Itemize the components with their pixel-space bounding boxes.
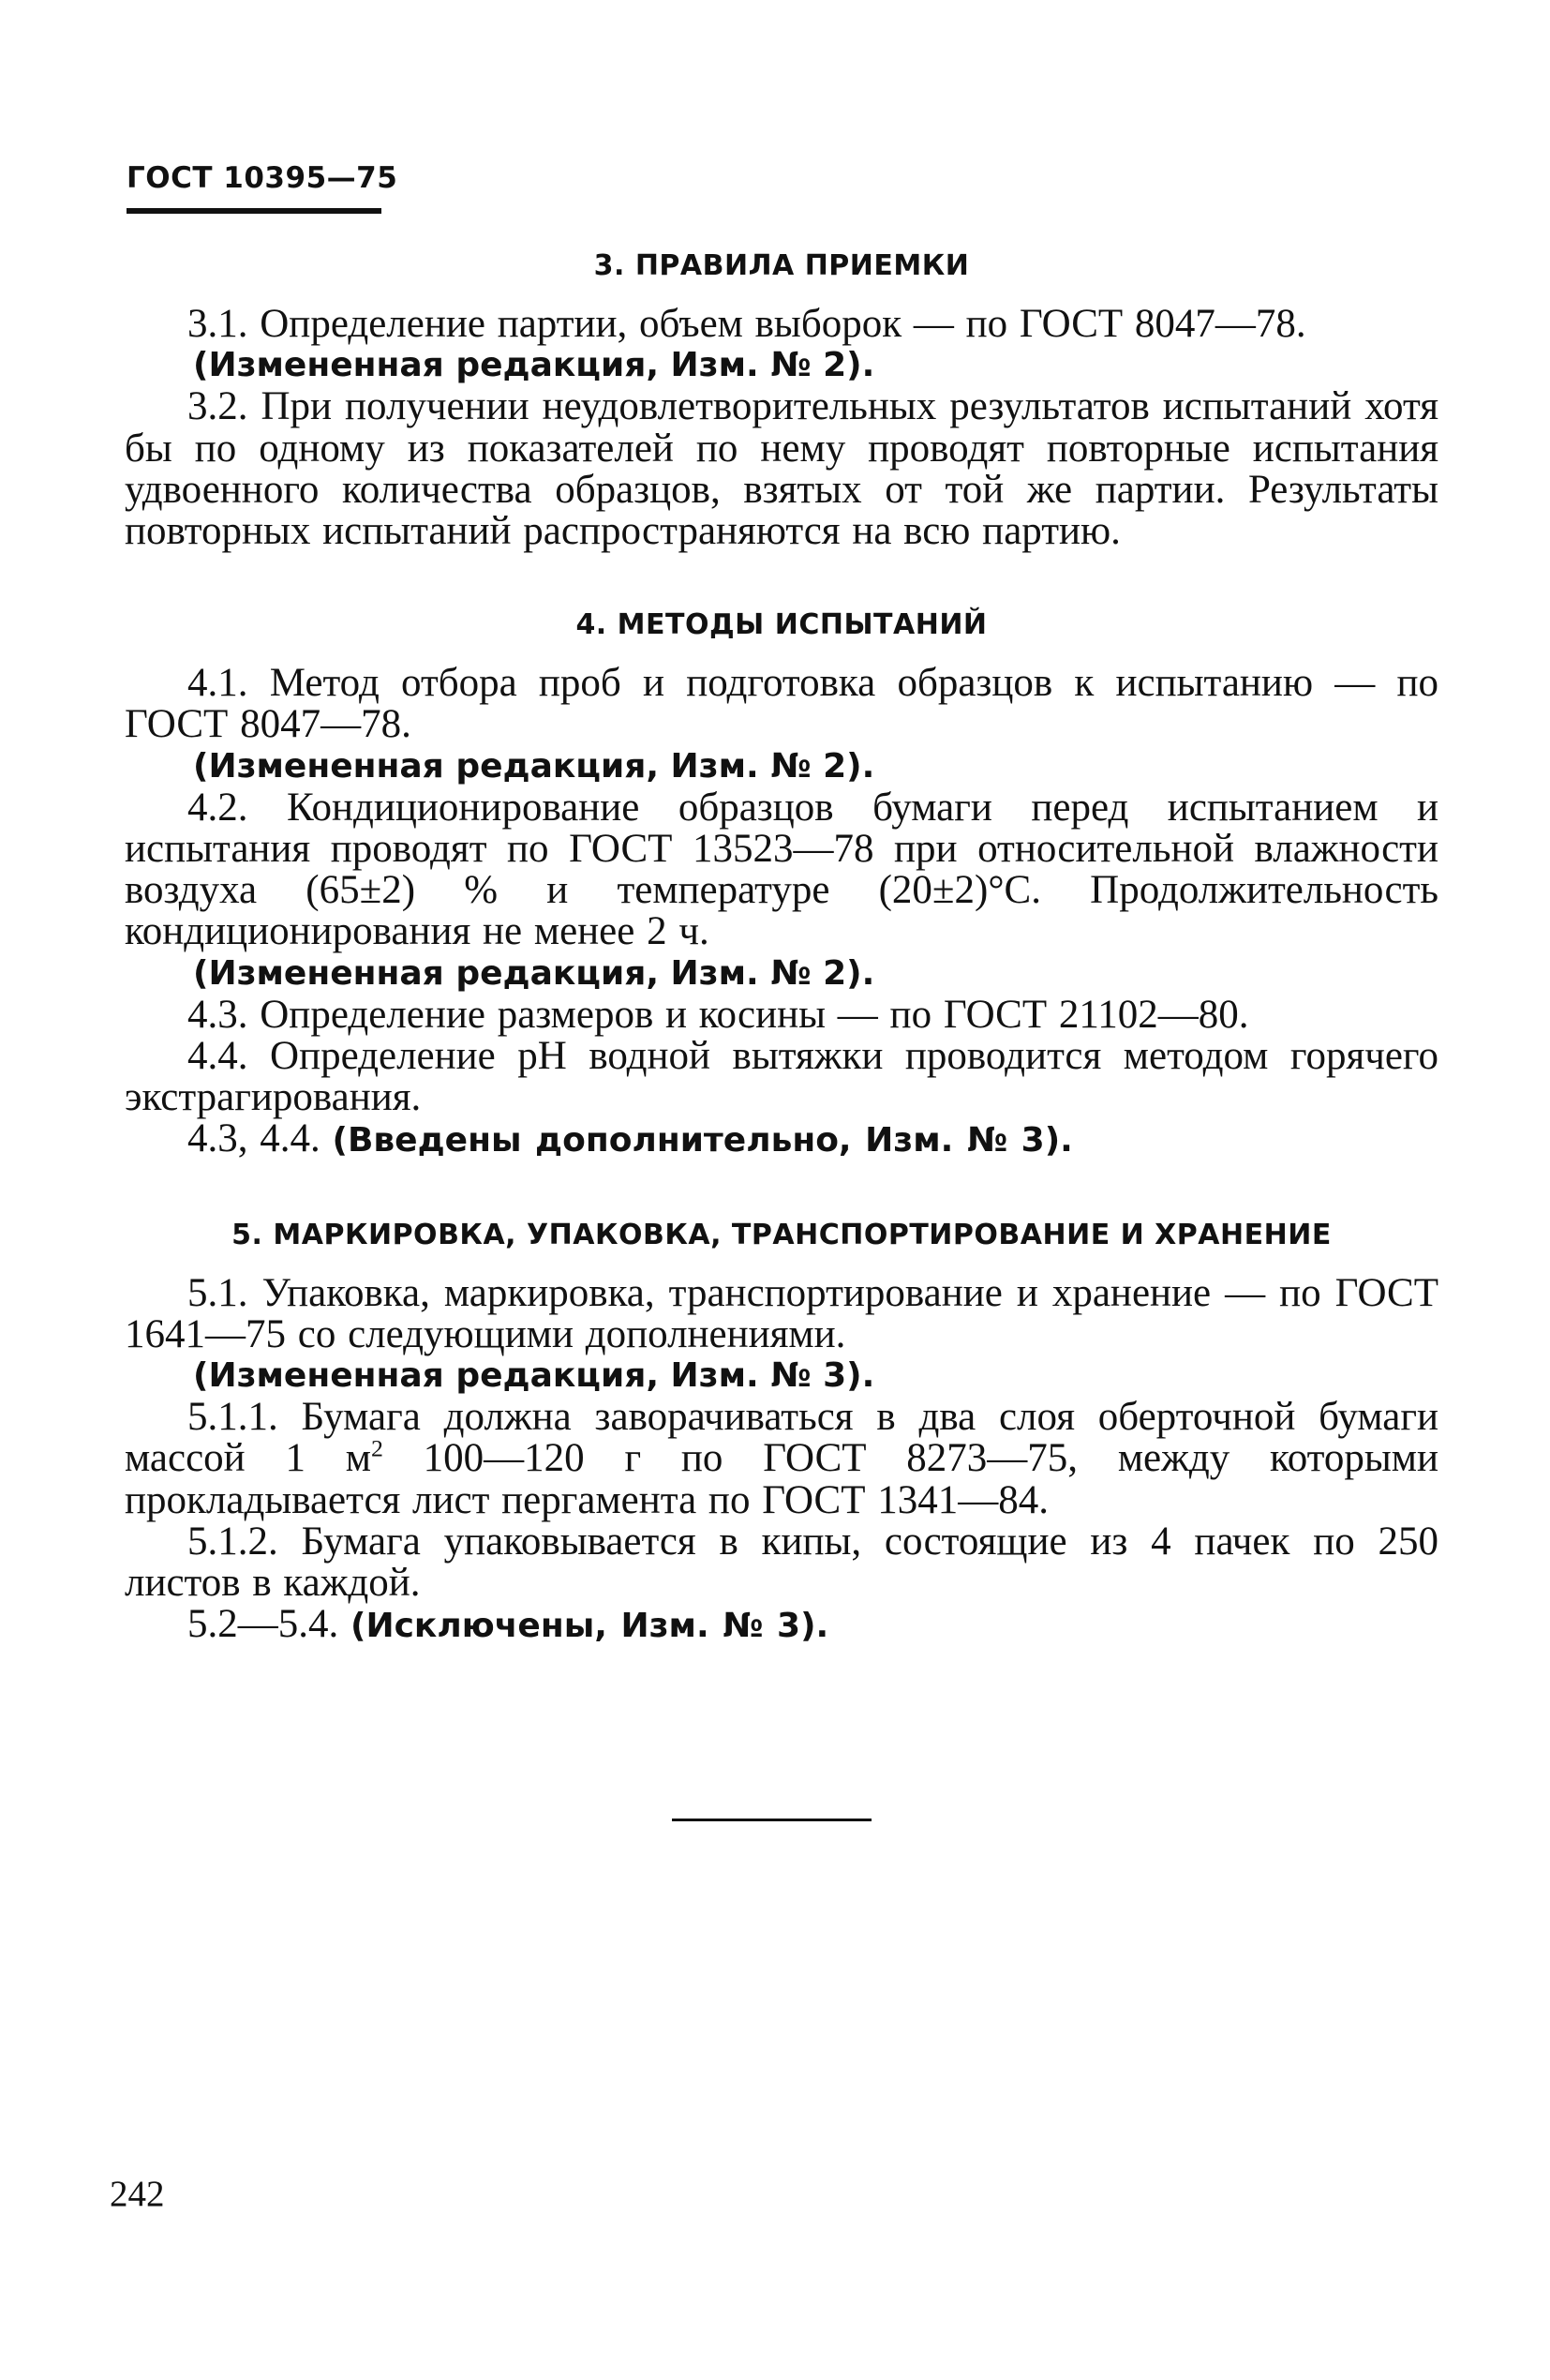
- clause-4-2: 4.2. Кондиционирование образцов бумаги перед испытанием и испытания проводят по ГОСТ 13523—78 при относительной влажности воздуха (65±2) % и температуре (20±2)°С. Продолжительность кондиционирования не менее 2 ч.: [125, 785, 1438, 954]
- clause-5-1-1-text-a: 5.1.1. Бумага должна заворачиваться в два слоя оберточной бумаги массой 1 м: [125, 1395, 1438, 1481]
- clause-5-1-1: [125, 1397, 1438, 1521]
- clause-3-2: 3.2. При получении неудовлетворительных результатов испытаний хотя бы по одному из показателей по нему проводят повторные испытания удвоенного количества образцов, взятых от той же партии. Результаты повторных испытаний распространяются на всю партию.: [125, 384, 1438, 554]
- clause-5-1: 5.1. Упаковка, маркировка, транспортирование и хранение — по ГОСТ 1641—75 со следующими дополнениями.: [125, 1270, 1438, 1356]
- clause-5-1-2: 5.1.2. Бумага упаковывается в кипы, состоящие из 4 пачек по 250 листов в каждой.: [125, 1519, 1438, 1606]
- clause-5-1-note: (Измененная редакция, Изм. № 3).: [193, 1356, 875, 1396]
- clause-3-1: 3.1. Определение партии, объем выборок — по ГОСТ 8047—78.: [187, 302, 1306, 346]
- clause-3-1-note: (Измененная редакция, Изм. № 2).: [193, 346, 875, 385]
- clause-5-1-1-text-b: 100—120 г по ГОСТ 8273—75, между которыми прокладывается лист пергамента по ГОСТ 1341—84.: [125, 1436, 1438, 1522]
- section-4-title: 4. МЕТОДЫ ИСПЫТАНИЙ: [575, 608, 988, 642]
- section-5-title: 5. МАРКИРОВКА, УПАКОВКА, ТРАНСПОРТИРОВАНИЕ И ХРАНЕНИЕ: [231, 1218, 1332, 1251]
- document-body: [125, 246, 1438, 1647]
- clause-4-4: 4.4. Определение рН водной вытяжки проводится методом горячего экстрагирования.: [125, 1034, 1438, 1120]
- clause-4-1-note: (Измененная редакция, Изм. № 2).: [193, 746, 875, 786]
- clause-4-3-4-4: [125, 1118, 1438, 1161]
- header-rule: [127, 208, 381, 214]
- clause-4-3: 4.3. Определение размеров и косины — по ГОСТ 21102—80.: [187, 992, 1249, 1037]
- clause-5-2-5-4: [125, 1604, 1438, 1647]
- clause-4-2-note: (Измененная редакция, Изм. № 2).: [193, 953, 875, 993]
- document-header: ГОСТ 10395—75: [127, 161, 398, 195]
- clause-5-2-5-4-note: (Исключены, Изм. № 3).: [350, 1607, 829, 1646]
- section-3-title: 3. ПРАВИЛА ПРИЕМКИ: [593, 249, 970, 282]
- page-number: 242: [110, 2174, 165, 2214]
- clause-5-2-5-4-prefix: 5.2—5.4.: [187, 1602, 339, 1647]
- clause-4-3-4-4-note: (Введены дополнительно, Изм. № 3).: [332, 1121, 1073, 1160]
- clause-4-1: 4.1. Метод отбора проб и подготовка образцов к испытанию — по ГОСТ 8047—78.: [125, 661, 1438, 747]
- clause-4-3-4-4-prefix: 4.3, 4.4.: [187, 1116, 320, 1161]
- end-divider: [672, 1819, 872, 1821]
- clause-5-1-1-superscript: 2: [370, 1435, 383, 1463]
